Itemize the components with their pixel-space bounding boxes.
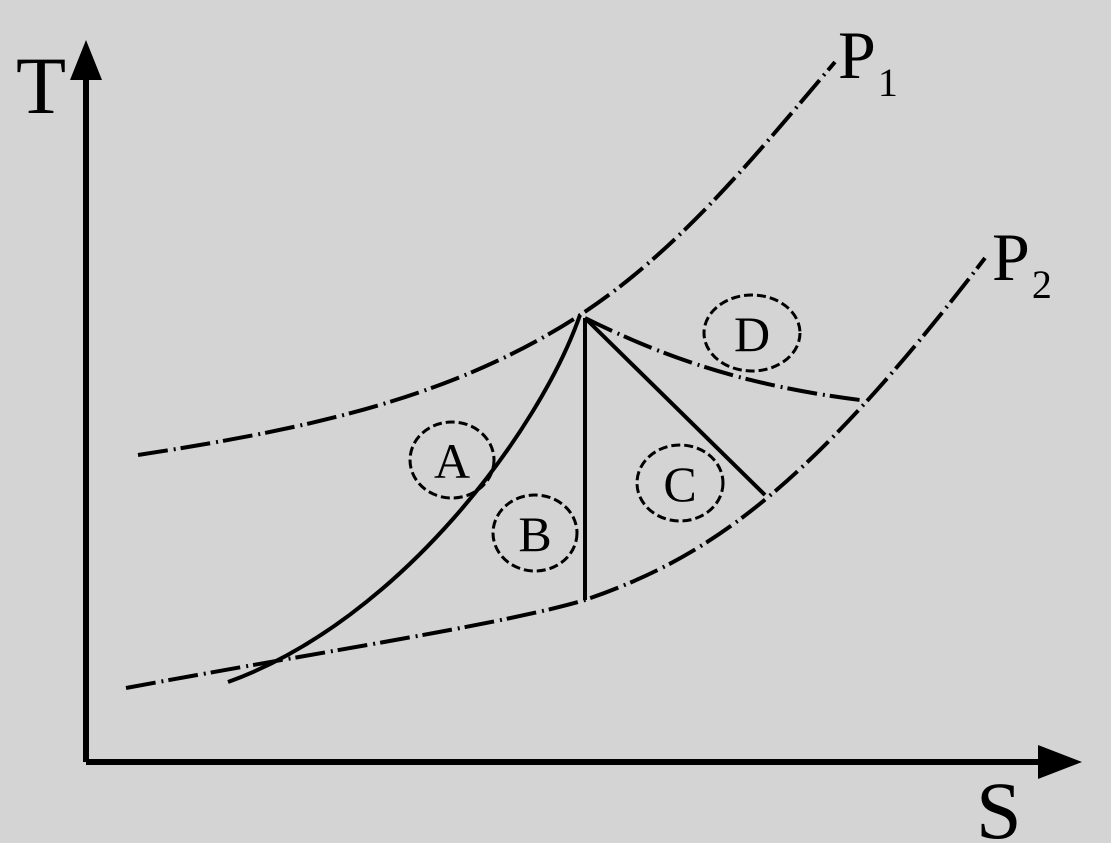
- svg-text:A: A: [433, 433, 471, 489]
- isobar-p1-curve: [138, 62, 835, 455]
- process-label-b: [493, 495, 577, 571]
- s-axis-label: S: [976, 765, 1022, 843]
- isobar-p1-label: $P_1$: [838, 17, 898, 105]
- process-label-a: [410, 422, 494, 498]
- process-a-line: [228, 315, 580, 682]
- t-axis-label: T: [16, 40, 67, 131]
- svg-text:D: D: [733, 306, 771, 362]
- process-label-d: [704, 295, 800, 371]
- t-axis-arrow-icon: [70, 40, 102, 80]
- process-label-c: [637, 445, 723, 521]
- svg-text:B: B: [518, 506, 552, 562]
- isobar-p2-label: $P_2$: [992, 219, 1052, 307]
- s-axis-arrow-icon: [1038, 745, 1082, 779]
- axes: [70, 40, 1082, 779]
- svg-text:C: C: [663, 456, 697, 512]
- isobar-p2-curve: [126, 258, 985, 688]
